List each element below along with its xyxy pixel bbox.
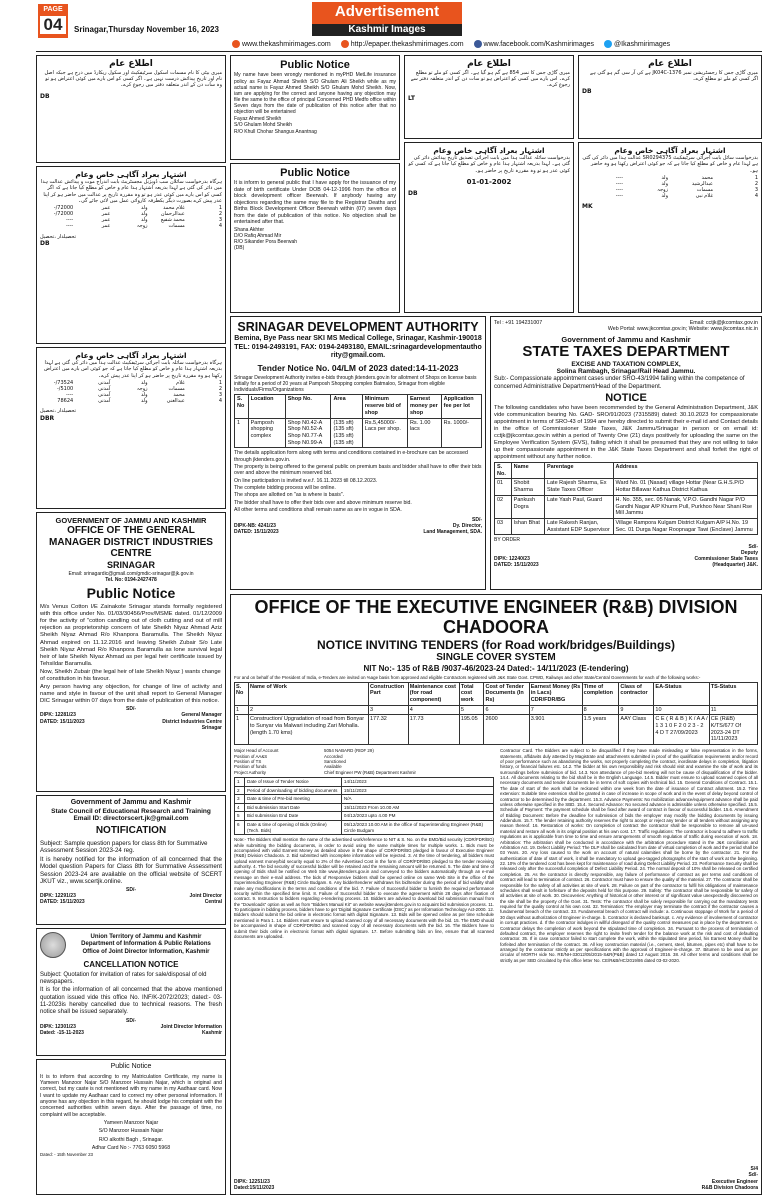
table-row: 3 محمد شفیع ولد عمر ---- [65,217,222,224]
dic-body-1: M/s Venus Cotton I/E Zainakote Srinagar stands formally registered with this office under No. 01/03/30456/Prov/MSME dated. 01/12/2009 for the activity of "cotton candling out of cloth cutting and out of mill rejection as proprietorship concern of late Sheikh Niyaz Ahmad Aziz Sheikh Niyaz Ahmad R/o Khanpora Baramulla. The Sheikh Niyaz Ahmad expired on 11.12.2016 and leaving Sheikh Zubair S/o Late Sheikh Niyaz Ahmad R/o Khanpora Baramulla as lone survival legal heir of late Sheikh Niyaz Ahmad as per legal heir certificate issued by Tehsildar Baramulla. [40,604,222,667]
table-cell: 2 [249,705,369,715]
column-header: Class of contractor [619,682,654,705]
scert-body: It is hereby notified for the information of all concerned that the Model question Papers for Class 8th for Summative Assessment Session 2023-24 are available on the official website of SCERT JKUT viz., www.scertjk.online. [40,855,222,886]
urdu-notice-mid [404,142,574,313]
rb-info-list [234,748,494,775]
public-notice-1 [230,55,400,160]
table-row: 5 Bid submission End Date 04/12/2023 upto 4.00 PM [235,812,494,821]
govt-emblem-icon [40,932,66,958]
dic-footer [40,712,222,731]
column-header: Name [511,463,544,479]
table-row: 4 Bid submission Start Date 15/11/2023 From 10.00 AM [235,803,494,812]
rb-right-notes: Contractor Card. The Bidders are subject to be disqualified if they have made misleading or false representation in the forms, statements, affidavits duly attested by Magistrate and attachments submitted in proof of the qualification requirements and/or record of poor performance such as abandoning the works, not properly completing the contract, inordinate delays in completion, litigation history, or financial failures etc. 14.2. The bidder at his own responsibility and risk should visit and examine the site of work and its surroundings before submission of bid. 14.3. Non attendance of pre-bid meeting will not be cause of disqualification of the bidder. 14.4. All documents relating to the bid shall be in the English Language. 14.5. Bidder must ensure to upload scanned copies of all necessary documents and tender documents be in terms of soft copies with technical bid. 15. General Conditions of Contract. 15.1. The date of start of the work shall be reckoned within one week from the date of issuance of Contract allotment. 15.2. Time extension: Suitable time extension shall be granted in case of increase in scope of work and in the event of delay beyond control of contractor to be determined by the department. 15.3. Advance Payments: No mobilization advance/equipment advance shall be paid unless otherwise specified in the SBD. 15.4. Secured Advance: No secured advance is admissible unless otherwise specified. 15.5. Schedule of Payment: The payment schedule shall be fixed after award of contract in favour of successful bidder. 15.6. Amendment of Bidding Document: Before the deadline for submission of bids the employer may modify the bidding documents by issuing Addendum. 15.7. The lender retaining authority reserves the right to accept or reject any tender or all tenders without assigning any reason thereof. 16. Restoration of works: On completion of contract the contractor shall be responsible to remove all un-used material and restore all work in its original position at his own cost. 17. Traffic regulations: The contractor is bound to adhere to traffic regulations as is applicable from time to time and ensure arrangements of smooth regulation of traffic during execution of work. 18. Arbitration: The arbitration shall be conducted in accordance with the arbitration procedure stated in the J&K conciliation and Arbitration Act. 19. Defect Liability Period: The DLP shall be calculated from date of virtual completion of work and the period shall be 03 Years. 20. Any loss caused to the work on account of natural calamities shall be borne by the contractor. 21. For the authentication of date of start of work, it shall be mandatory to upload geo-tagged photographs of the start of work at the beginning. 22. 10% of the tendered cost has been kept for maintenance of road during Defect Liability Period. 23. Performance Security shall be released only after the successful completion of Defect Liability Period. 24. The normal deposit of 10% shall be released on certified completion. 25. As the contractor is directly responsible, any failure of performance of contract as per terms and conditions of contract will lead to termination of contract. 26. Contractor must have to ensure the quality of the material. 27. The contractor shall be responsible for the safety of all activities at site of work. 28. Failure on part of the contractor to fulfil his obligations of maintenance schedules shall result in forfeiture of the deposits held for this purpose. 29. Safety: The contractor shall be responsible for safety of all activities at site of work. 30. Discoveries: Anything of historical or other interest or of significant value unexpectedly discovered on the site shall be the property of the Govt. 31. Tests: The contractor shall be solely responsible for carrying out the mandatory tests required for the quality control at his own cost. 32. Termination: The employer may terminate the contract if the contractor causes a fundamental breach of the contract. 33. Fundamental breach of contract will include: a. Continuous stoppage of Work for a period of 30 days without authorization of Engineer in-charge. b. Contractor is declared bankrupt. c. Any evidence of involvement of contractor in corrupt practices. d. If the contractor indulges in willful disregard of the quality control measures put in place by the department. e. Contractor delays the completion of work beyond the stipulated time of completion. 34. Pursuant to the process of termination of defaulted contract, the employer reserves the right to invite fresh tender for the balance work at the risk and cost of defaulting contractor. 35. If in case contractor failed to start complete the work, within the stipulated time period, his Earnest Money shall be forfeited after termination of the contract. 36. All key construction material (i.e., cement, steel, bitumen, pipes etc) shall have to be arranged by the contractor strictly as per specifications with the approval of Engineer-in-charge. 37. Bitumen to be used as per circular of MORTH vide No. RE/NH-33012/05/2015-S&R(P&B) dated 12 August 2016. 38. All other terms and conditions shall be strictly as per SBD circulated by this office letter No. CE/R&B/HC/2019/86 dated 03-02-2020. [500,748,758,963]
table-row: 3 محمد ولد آمدنی ---- [65,392,222,399]
rb-dipk: DIPK: 12251/23 Dated:15/11/2023 [234,1178,275,1191]
st-subtitle: EXCISE AND TAXATION COMPLEX, [571,360,681,368]
table-cell: Shobit Sharma [511,479,544,495]
table-row: 2 Period of downloading of bidding documents 15/11/2023 [235,786,494,795]
column-header: Cost of Tender Documents (In Rs) [484,682,529,705]
public-notice-3-sign: Yameen Manzoor Najar S/O Manzoor Hussain Najar R/O alkothi Bagh , Srinagar. Adhar Card No :- 7763 6050 5968 [91,1119,171,1151]
sda-footer [234,517,482,536]
urdu-notice-right-2-table [582,175,758,199]
table-cell: 3 [369,705,409,715]
table-row [235,715,758,745]
urdu-notice-right-2-tag: MK [582,203,593,211]
table-cell: H. No. 355, sec. 05 Nanak, V.P.O. Gandhi Nagar P/O Gandhi Nagar A/P Khurm Pull, Purkhoo Near Shani Rse Mill Jammu [613,495,757,518]
facebook-icon [474,40,482,48]
column-header: Earnest Money (Rs in Lacs) CDR/FDR/BG [529,682,582,705]
table-cell: 195.05 [459,715,484,745]
urdu-notice-1-body: میری بیٹی کا نام مسمات اسکول سرٹیفکیٹ اور سکول ریکارڈ میں درج ہے جبکہ اصل نام اور تاریخ پیدائش درست نہیں ہے۔ اگر کسی کو اس بارے میں کوئی اعتراض ہو تو وہ سات دن کے اندر متعلقہ دفتر میں رجوع کرے۔ [44,69,222,89]
table-cell: Village Rampora Kulgam District Kulgam A/P H.No. 19 Sec. 01 Durga Nagar Roopnagar Tawi (Enclave) Jammu [613,518,757,534]
table-cell: Late Rakesh Ranjan, Assistant EDP Supervisor [544,518,613,534]
table-cell: Rs. 1000/- [441,418,481,448]
table-row: 1 غلام محمد ولد عمر 72000/- [53,205,222,212]
urdu-notice-right-1-body: میری گاڑی جس کا رجسٹریشن نمبر JK04C-1376 ہے کی آر سی گم ہو گئی ہے اگر کسی کو ملے تو مطلع کرے۔ [589,69,758,83]
sda-notice-no: Tender Notice No. 04/LM of 2023 dated:14-11-2023 [257,362,459,373]
column-header: Area [331,395,362,418]
public-notice-2-body: It is inform to general public that I have apply for the issuance of my date of birth certificate Under DOB 04-12-1996 from the office of block development officer Beerwah. If anybody having any objections regarding the same may file to the Registrar Deaths and Births Block Development Officer Beerwah within (07) seven days from the date of publication of this notice. No objection shall be entertained after that. [234,180,396,226]
column-header: Location [248,395,285,418]
public-notice-2 [230,163,400,313]
dic-notice [36,512,226,792]
urdu-notice-3-body: ہرگاہ بدرخواست سائلہ بابت اجرائی سرٹیفکیٹ عدالت ہذا میں دائر کی گئی ہے لہذا بذریعہ اشتہار ہذا عام و خاص کو مطلع کیا جاتا ہے کہ جو کوئی اس بارے میں اعتراض رکھتا ہو وہ مقررہ تاریخ پر حاضر ہو کر اپنا عذر پیش کرے۔ [44,360,222,379]
ipr-dipk: DIPK: 12301/23 Dated: -15-11-2023 [40,1023,84,1037]
st-table [494,462,758,535]
st-by-order: BY ORDER [494,537,521,544]
table-row: 4 مسمات زوجہ عمر ---- [65,223,222,230]
st-web: Web Portal: www.jkcomtax.gov.in; Website: www.jkcomtax.nic.in [607,326,758,333]
rb-right-column [500,748,758,963]
dic-place: SRINAGAR [106,559,155,570]
dic-tel: Tel. No: 0194-2427478 [105,576,157,583]
rb-nit: NIT No:- 135 of R&B /9037-46/2023-24 Dated:- 14/11/2023 (E-tendering) [363,664,629,674]
section-title-box [312,2,462,24]
column-header: Earnest money per shop [407,395,441,418]
column-header: S. No [235,682,249,705]
public-notice-1-sign: Fayaz Ahmed Sheikh S/O Ghulam Mohd Sheikh R/O Khull Chohar Shangus Anantnag [234,116,317,135]
sda-terms: The details application form along with terms and conditions contained in e-brochure can be accessed through jktenders.gov.in. The property is being offered to the general public on premium basis and bidder shall have to offer their bids over and above the minimum reserved bid. On line participation is invited w.e.f. 16.11.2023 till 08.12.2023. The complete bidding process will be online. The shops are allotted on "as is where is basis". The bidder shall have to offer their bids over and above minimum reserve bid. All other terms and conditions shall remain same as are in vogue in SDA. [234,450,482,514]
rb-cover: SINGLE COVER SYSTEM [436,652,556,664]
sda-contact: TEL: 0194-2493191, FAX: 0194-2493180, EMAIL:srinagardevelopmentautho rity@gmail.com. [234,343,482,360]
dic-body-2: Now, Sheikh Zubair (the legal heir of late Sheikh Niyaz ) wants change of constitution in his favour. [40,668,221,682]
table-row [235,418,482,448]
table-row: 1 غلام ولد آمدنی 73524/- [53,379,222,386]
table-cell: (135 sft) (135 sft) (135 sft) (135 sft) [331,418,362,448]
table-cell: CE (R&B) K/TS/677 Of 2023-24 DT 11/11/2023 [709,715,757,745]
table-row: 2 عبدالرحمان ولد عمر 72000/- [53,211,222,218]
table-cell: 01 [495,479,512,495]
urdu-notice-1-title: اطلاع عام [109,59,153,69]
ipr-line-3: Office of Joint Director Information, Kashmir [82,948,210,955]
web-link[interactable]: www.thekashmirimages.com [232,40,331,49]
ipr-notice [36,928,226,1056]
urdu-notice-right-1 [578,55,762,139]
dic-govt: GOVERNMENT OF JAMMU AND KASHMIR [55,516,207,525]
dic-heading: Public Notice [86,585,176,602]
column-header: Shop No. [285,395,331,418]
twitter-link[interactable]: @Ikashmirimages [604,40,670,49]
st-dipk: DIPK: 12240/23 DATED: 15/11/2023 [494,556,539,569]
table-cell: 6 [484,705,529,715]
page-number: 04 [40,16,66,34]
column-header: Address [613,463,757,479]
table-cell: AAY Class [619,715,654,745]
ipr-line-1: Union Territory of Jammu and Kashmir [90,934,202,941]
table-cell: C E ( R & B ) K / A A / 1 3 1 0 F 2 0 2 3 - 2 4 D T 27/09/2023 [654,715,709,745]
column-header: Name of Work [249,682,369,705]
column-header: Maintenance cost (for road component) [408,682,459,705]
link-bar [232,40,762,49]
urdu-notice-mid-date: 01-01-2002 [466,177,512,186]
urdu-notice-lt-title: اطلاع عام [467,59,511,69]
urdu-notice-right-2 [578,142,762,313]
page-number-box [38,4,68,38]
sda-address: Bemina, Bye Pass near SKI MS Medical College, Srinagar, Kashmir-190018 [234,335,482,343]
st-footer [494,544,758,569]
table-cell: 17.73 [408,715,459,745]
table-cell: Pankush Dogra [511,495,544,518]
st-heading: NOTICE [605,392,647,405]
ipr-body: It is for the information of all concerned that the above mentioned quotation issued vide this office No. INF/K-2072/2023; dated:- 03-11-2023is hereby cancelled due to technical reasons. The fresh notice shall be issued separately. [40,987,222,1016]
rb-body-columns [234,748,758,963]
table-cell: Ishan Bhat [511,518,544,534]
urdu-notice-3 [36,347,226,509]
table-header-row [235,395,482,418]
column-header: Application fee per lot [441,395,481,418]
table-row: 1 محمد ولد ---- [615,174,758,181]
table-cell: 7 [529,705,582,715]
table-cell: 1 [235,705,249,715]
table-header-row [495,463,758,479]
dic-sign-top: SD/- [126,706,136,713]
table-cell: 4 [408,705,459,715]
list-item: Major Head of Account 5054 NABARD (RIDF 29) [234,748,374,754]
rb-signature: S/4 Sd/- Executive Engineer R&B Division Chadoora [701,1166,758,1191]
state-taxes-notice [490,316,762,590]
scert-footer [40,893,222,906]
st-body: The following candidates who have been recommended by the General Administration Department, J&K vide communication bearing No. GAD- SRO/91/2023 (7315589) dated: 30.10.2023 for compassionate appointment in terms of SRO-43 of 1994 are hereby directed to submit their e-mail id and Contact details in the office of Commissioner State Taxes, J&K Jammu/Srinagar in person or on email id: cctjk@jkcomtax.gov.in within a period of Twenty One (21) days positively for uploading the same on the Employee Verification System (EVS), failing which it shall be presumed that they are not willing to take up their compassionate appointment in the J&K State Taxes Department and shall forfeit the right of appointment without any further notice. [494,405,758,461]
ipr-subject: Subject: Quotation for invitation of rates for sale/disposal of old newspapers. [40,971,207,986]
table-cell: 8 [582,705,619,715]
scert-sign-top: SD/- [126,886,136,893]
dic-dipk: DIPK: 12281/23 DATED: 15/11/2023 [40,712,85,725]
public-notice-3-footer: Dated: - 15th November 23 [40,1152,93,1158]
urdu-notice-1-tag: DB [40,92,50,100]
st-tel: Tel : +91 194231007 [494,320,543,326]
table-cell: 10 [654,705,709,715]
sda-title: SRINAGAR DEVELOPMENT AUTHORITY [237,320,479,334]
column-header: Total cost work [459,682,484,705]
table-cell: Late Rajesh Sharma, Ex State Taxes Officer [544,479,613,495]
ipr-footer [40,1024,222,1037]
sda-notice [230,316,486,590]
table-cell: Shop N0.42-A Shop N0.52-A Shop N0.77-A Shop N0.99-A [285,418,331,448]
table-row [495,518,758,534]
public-notice-1-body: My name have been wrongly mentioned in myPHD MetLife insurance policy as Fayaz Ahmad Sheikh S/O Ghulam Ali Sheikh while as my actual name is Fayaz Ahmed Sheikh S/O Ghulam Mohd Sheikh. Now, iam are applying for the correct and anyone having any objection may file the same to the office of principal Concerned PHD Medfo office within Seven days from the date of publication of this notice after that no objection will be entertained [234,72,396,115]
table-row: 3 مسمات زوجہ ---- [615,187,758,194]
rb-footer [234,1166,758,1191]
urdu-notice-lt-body: میری گاڑی جس کا نمبر 854 ہے گم ہو گیا ہے۔ اگر کسی کو ملے تو مطلع کرے۔ اس بارے میں کسی کو اعتراض ہو تو سات دن کے اندر متعلقہ دفتر سے رجوع کرے۔ [410,69,570,89]
urdu-notice-right-2-body: بدرخواست سائل بابت اجرائی سرٹیفکیٹ SR0294375 عدالت ہذا میں دائر کی گئی ہے لہذا عام و خاص کو مطلع کیا جاتا ہے کہ جو کوئی اعتراض رکھتا ہو وہ حاضر ہو۔ [582,155,758,174]
table-row: 4 غلام نبی ولد ---- [615,193,758,200]
masthead-rule [36,51,762,52]
rb-intro: For and on behalf of the President of India, e-Tenders are invited on %age basis from approved and eligible Contractors registered with J&K State Govt. CPWD, Railways and other State/Central Governments for each of the following works:- [234,675,701,681]
ipr-header [40,932,222,958]
st-title: STATE TAXES DEPARTMENT [522,343,730,361]
table-cell: Rs. 1.00 lacs [407,418,441,448]
list-item: Position of AA&S Accorded [234,753,343,759]
scert-heading: NOTIFICATION [95,825,167,837]
sda-signature: SD/- Dy. Director, Land Management, SDA. [423,516,482,535]
table-row [495,479,758,495]
table-cell: 02 [495,495,512,518]
st-govt: Government of Jammu and Kashmir [561,334,691,344]
epaper-link[interactable]: http://epaper.thekashmirimages.com [341,40,464,49]
rb-tender-notice [230,594,762,1195]
table-cell: Late Yash Paul, Guard [544,495,613,518]
table-cell: Pamposh shopping complex [248,418,285,448]
urdu-notice-2-tag: DB [40,239,50,247]
table-cell: 1.5 years [582,715,619,745]
public-notice-3-body: It is to inform that according to my Matriculation Certificate, my name is Yameen Manzoor Najar S/O Manzoor Hussain Najar, which is original and correct, but my caste is not mentioned with my name in my Aadhaar card. Now I want to update my Aadhaar card to correct my other personal information. If anyone has any objection in this regard, he should lodge his complaint with the concerned authorities within seven days. After the passage of time, no complaint will be acceptable. [40,1073,222,1118]
urdu-notice-2-body: ہرگاہ بدرخواست سائلان سب ڈویژنل مجسٹریٹ بابت اندراج موت و پیدائش عدالت ہذا میں دائر کی گئی ہے لہذا بذریعہ اشتہار ہذا عام و خاص کو مطلع کیا جاتا ہے کہ اگر کسی کو اس بارے میں کوئی عذر ہو تو وہ مقررہ تاریخ پر عدالت میں حاضر ہو کر اپنا عذر پیش کرے بصورت دیگر یکطرفہ کاروائی عمل میں لائی جائے گی۔ [40,179,222,204]
scert-dipk: DIPK: 12291/23 DATED: 15/11/2023 [40,893,85,906]
table-cell: 1 [235,418,249,448]
urdu-notice-3-tag: DBR [40,414,55,422]
globe-icon [341,40,349,48]
column-header: TS-Status [709,682,757,705]
urdu-notice-3-title: اشتہار بعراد آگاہی خاص وعام [75,351,187,360]
table-cell: 3.901 [529,715,582,745]
globe-icon [232,40,240,48]
table-header-row [235,682,758,705]
urdu-notice-2-sign: تحصیلدار ،تحصیل [40,233,77,240]
table-row [495,495,758,518]
table-cell: Ward No. 01 (Nasad) village Hottar (Near G.H.S.P/O Hottar Billawar Kathua District Kathua [613,479,757,495]
sda-intro: Srinagar Development Authority invites e-bids through jktenders.gov.in for allotment of Shops on license basis initially for a period of 20 years at Pamposh Shopping complex Batmaloo, Srinagar from eligible Individuals/Firms/Organizations [234,375,477,394]
column-header: Parentage [544,463,613,479]
scert-govt: Government of Jammu and Kashmir [70,799,192,806]
scert-subject: Subject: Sample question papers for class 8th for Summative Assessment Session 2023-24 reg. [40,839,208,855]
table-cell: 11 [709,705,757,715]
urdu-notice-lt [404,55,574,139]
st-signature: Sd/- Deputy Commissioner State Taxes (Headquarter) J&K. [694,543,758,569]
column-header: S. No [235,395,249,418]
table-row: 2 مسمات زوجہ آمدنی 5100/- [56,385,222,392]
table-row [235,705,758,715]
ipr-heading: CANCELLATION NOTICE [83,960,179,969]
list-item: Project Authority Chief Engineer PW (R&B) Department Kashmir [234,769,416,775]
column-header: S. No. [495,463,512,479]
dic-email: Email: srinagardic@gmail.com/gmdic-srinagar@jk.gov.in [68,570,194,577]
list-item: Position of TS Sanctioned [234,758,346,764]
rb-dates-table [234,777,494,835]
urdu-notice-2-title: اشتہار بعراد آگاہی خاص وعام [75,170,187,179]
twitter-icon [604,40,612,48]
rb-left-notes: Note:- The Bidders shall mention the name of the advertised work/reference to NIT & S. No. on the EMD/Bid security (CDR/FDR/BG) while submitting the bidding documents, in order to avoid using the same multiple times for multiple works. 1. Bids must be accompanied with valid Earnest Money as detailed above in the shape of CDR/FDR/BG pledged in favour of Executive Engineer (R&B) Division Chadoora. 2. Bid submitted with incomplete information will be rejected. 3. At the time of tendering, all bidders must upload earnest money/bid security equal to 2% of the Advertised Cost in the form of CDR/FDR/BG pledged to the tender receiving authority. 4. The bid security of successful bidder will be retained and the remaining amount will be returned. 5. The date and time of opening of Bids shall be notified on Web Site www.jktenders.gov.in and conveyed to the bidders automatically through an e-mail message on their e-mail address. The bids of Responsive bidders shall be opened online on same Web Site in the office of the Superintending Engineer (R&B) Circle Budgam. 6. Any bidder/tenderer withdraws his bid/tender during the period of bid validity shall make any modifications in the terms and conditions of the bid. 7. Failure of Successful bidder to furnish the required performance security within the specified time limit. 8. Failure of Successful bidder to execute the agreement within 28 days after fixation of contract. 9. Instruction to bidders regarding e-tendering process. 10. Bidders are advised to download bid submission manual from the "Downloads" option as well as from "Bidders Manual Kit" on website www.jktenders.gov.in to acquaint bid submission process. 11. To participate in bidding process, bidders have to get 'Digital Signature Certificate (DSC)' as per Information Technology Act-2000. 12. Bidders should submit the bid online in electronic format with digital Signature. 13. Bids will be opened online as per time schedule mentioned in Para 1. 14. Bidders must ensure to upload scanned copy of all necessary documents with the bid. 15. The EMD should be accompanied in shape of CDR/FDR/BG and scanned copy of all necessary documents with the bid. 16. The Bidders have to submit their bids online in electronic format with digital signature. 17. Before submitting bids on line, ensure that all scanned documents are uploaded. [234,837,494,939]
scert-title: State Council of Educational Research and Training [51,807,211,815]
table-row: 2 عبدالرشید ولد ---- [615,180,758,187]
st-address: Solina Rambagh, Srinagar/Rail Head Jammu. [556,368,696,376]
urdu-notice-1 [36,55,226,163]
table-row: 3 Date & time of Pre-bid meeting N/A [235,795,494,804]
table-cell: 9 [619,705,654,715]
scert-notice [36,795,226,925]
urdu-notice-mid-body: بدرخواست سائلہ عدالت ہذا میں بابت اجرائی تصدیق تاریخ پیدائش دائر کی گئی ہے۔ لہذا بذریعہ اشتہار ہذا عام و خاص کو مطلع کیا جاتا ہے کہ کسی کو کوئی عذر ہو تو وہ مقررہ تاریخ پر حاضر ہو۔ [408,155,570,174]
urdu-notice-3-sign: تحصیلدار ،تحصیل [40,408,77,415]
section-title: Advertisement [334,3,440,20]
urdu-notice-mid-tag: DB [408,190,418,198]
table-cell: Rs.5,45000/- Lacs per shop. [362,418,407,448]
urdu-notice-3-table [40,380,222,404]
urdu-notice-right-2-title: اشتہار بعراد آگاہی خاص وعام [614,146,726,155]
urdu-notice-2-table [40,205,222,229]
ipr-sign-top: SD/- [126,1017,136,1024]
table-row: 4 عبدالغنی ولد آمدنی 78624 [57,398,222,405]
column-header: Minimum reserve bid of shop [362,395,407,418]
public-notice-3-title: Public Notice [110,1063,152,1070]
ipr-header-text [70,934,222,956]
st-email: Email: cctjk@jkcomtax.gov.in [689,320,758,326]
dateline: Srinagar,Thursday November 16, 2023 [74,25,219,34]
dic-signature: General Manager District Industries Centre Srinagar [162,712,222,731]
section-subtitle: Kashmir Images [312,24,462,36]
ipr-signature: Joint Director Information Kashmir [160,1023,222,1037]
table-cell: 1 [235,715,249,745]
table-cell: 2600 [484,715,529,745]
dic-title: OFFICE OF THE GENERAL MANAGER DISTRICT INDUSTRIES CENTRE [49,525,213,560]
public-notice-3 [36,1059,226,1195]
urdu-notice-2 [36,166,226,344]
rb-subtitle: NOTICE INVITING TENDERS (for Road work/bridges/Buildings) [316,637,675,652]
urdu-notice-right-1-title: اطلاع عام [648,59,692,69]
table-cell: 5 [459,705,484,715]
table-row: 1 Date of Issue of Tender Notice 14/11/2023 [235,778,494,787]
table-cell: 177.32 [369,715,409,745]
st-subject: Sub:- Compassionate appointment cases under SRO-43/1994 falling within the competence of concerned Administrative Department/Head of the Department. [494,376,745,390]
urdu-notice-mid-title: اشتہار بعراد آگاہی خاص وعام [433,146,545,155]
public-notice-2-sign: Shana Akhter D/O Rafiq Ahmad Mir R/O Sikander Pora Beerwah (DB) [234,226,298,252]
public-notice-1-title: Public Notice [280,59,350,71]
rb-title: OFFICE OF THE EXECUTIVE ENGINEER (R&B) DIVISION CHADOORA [254,597,738,637]
urdu-notice-lt-tag: LT [408,94,415,102]
ipr-line-2: Department of Information & Public Relations [81,941,211,948]
table-cell: 03 [495,518,512,534]
rb-left-column [234,748,494,963]
table-cell: Construction/ Upgradation of road from Bonyar to Sunyar via Malwari including Zari Mohalla. (length 1.70 kms) [249,715,369,745]
table-row: 6 Date & time of opening of Bids (Online) (Tech. Bids) 05/12/2023 10.00 AM in the office of Superintending Engineer (R&B) Circle Budgam [235,821,494,835]
rb-works-table [234,682,758,746]
column-header: Time of completion [582,682,619,705]
list-item: Position of funds Available [234,764,342,770]
scert-email: Email ID: directorscert.jk@gmail.com [73,815,189,823]
column-header: EA-Status [654,682,709,705]
page-label: PAGE [43,6,63,13]
urdu-notice-right-1-tag: DB [582,88,592,96]
scert-signature: Joint Director Central [189,893,222,906]
public-notice-2-title: Public Notice [280,167,350,179]
sda-dipk: DIPK-NB: 4241/23 DATED: 15/11/2023 [234,522,279,535]
column-header: Construction Part [369,682,409,705]
facebook-link[interactable]: www.facebook.com/Kashmirimages [474,40,595,49]
dic-body-3: Any person having any objection, for change of line of activity and name and style in favour of the unit shall report to General Manager DIC Srinagar within 07 days from the date of publication of this notice. [40,683,222,704]
sda-table [234,394,482,448]
